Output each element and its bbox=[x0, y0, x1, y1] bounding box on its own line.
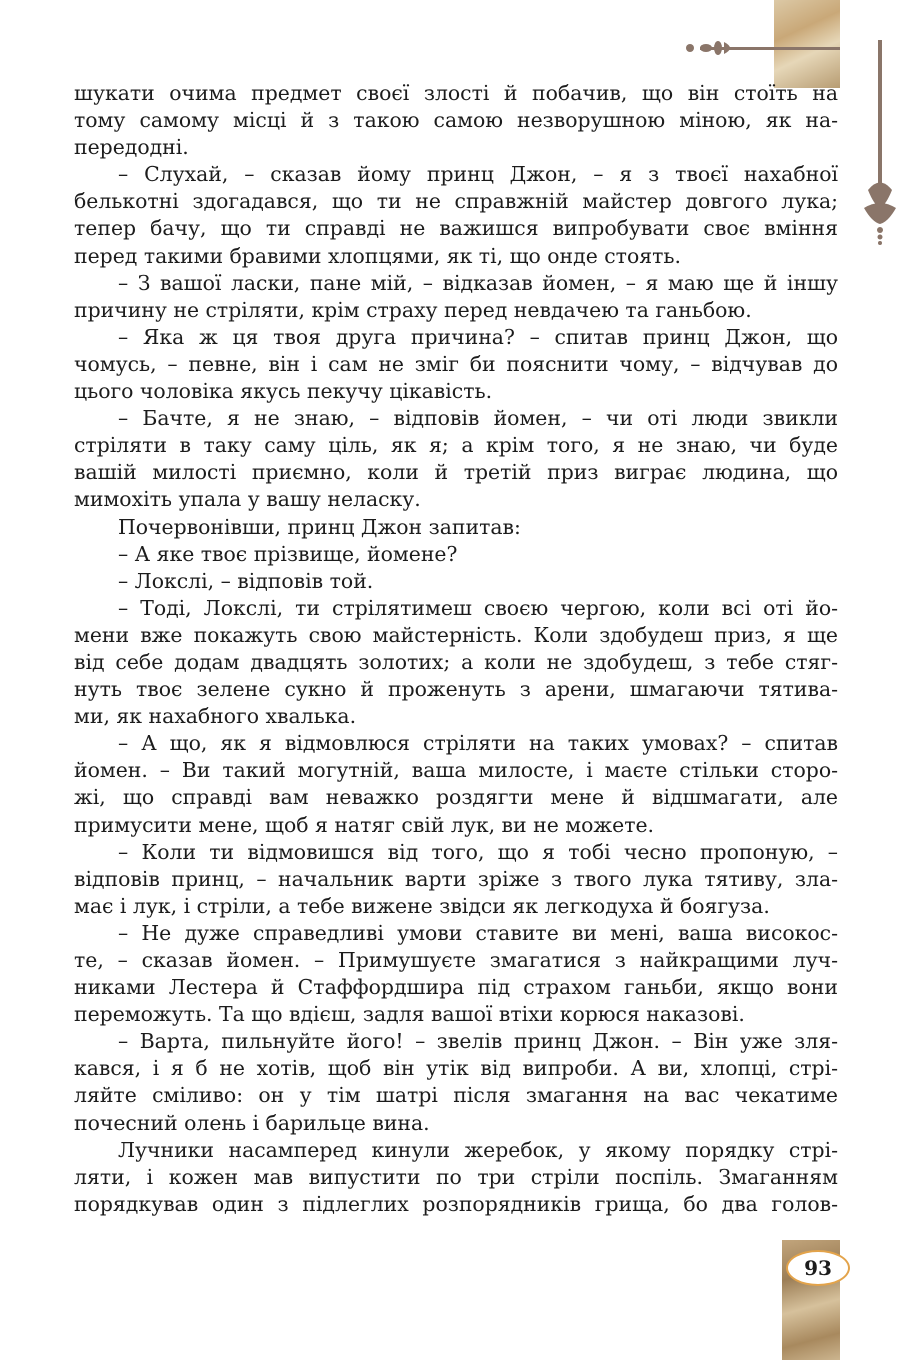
text-line: примусити мене, щоб я натяг свій лук, ви не можете. bbox=[74, 812, 655, 837]
text-line: вашій милості приємно, коли й третій приз виграє людина, що bbox=[74, 460, 838, 485]
text-line: – Слухай, – сказав йому принц Джон, – я з твоєї нахабної bbox=[118, 162, 838, 187]
text-line: цього чоловіка якусь пекучу цікавість. bbox=[74, 379, 493, 404]
text-line: причину не стріляти, крім страху перед невдачею та ганьбою. bbox=[74, 297, 752, 322]
text-line: жі, що справді вам неважко роздягти мене й відшмагати, але bbox=[74, 785, 838, 810]
text-line: тому самому місці й з такою самою незворушною міною, як на- bbox=[74, 108, 838, 133]
text-line: – Тоді, Локслі, ти стрілятимеш своєю чергою, коли всі оті йо- bbox=[118, 595, 838, 620]
text-line: передодні. bbox=[74, 135, 189, 160]
text-line: мени вже покажуть свою майстерність. Коли здобудеш приз, я ще bbox=[74, 622, 838, 647]
text-line: – З вашої ласки, пане мій, – відказав йомен, – я маю ще й іншу bbox=[118, 270, 838, 295]
text-line: – А що, як я відмовлюся стріляти на таких умовах? – спитав bbox=[118, 731, 838, 756]
text-line: відповів принц, – начальник варти зріже з твого лука тятиву, зла- bbox=[74, 866, 838, 891]
text-line: – Локслі, – відповів той. bbox=[118, 568, 374, 593]
text-line: белькотні здогадався, що ти не справжній майстер довгого лука; bbox=[74, 189, 838, 214]
text-line: тепер бачу, що ти справді не важишся випробувати своє вміння bbox=[74, 216, 838, 241]
text-line: – Бачте, я не знаю, – відповів йомен, – чи оті люди звикли bbox=[118, 406, 838, 431]
text-line: йомен. – Ви такий могутній, ваша милосте, і маєте стільки сторо- bbox=[74, 758, 838, 783]
text-line: Почервонівши, принц Джон запитав: bbox=[118, 514, 521, 539]
text-line: – А яке твоє прізвище, йомене? bbox=[118, 541, 458, 566]
page-number: 93 bbox=[786, 1250, 850, 1286]
text-line: – Варта, пильнуйте його! – звелів принц Джон. – Він уже зля- bbox=[118, 1029, 838, 1054]
text-line: стріляти в таку саму ціль, як я; а крім того, я не знаю, чи буде bbox=[74, 433, 838, 458]
decorative-stem-icon bbox=[858, 40, 908, 250]
text-line: має і лук, і стріли, а тебе вижене звідси як легкодуха й боягуза. bbox=[74, 893, 770, 918]
text-line: никами Лестера й Стаффордшира під страхом ганьби, якщо вони bbox=[74, 975, 838, 1000]
text-line: від себе додам двадцять золотих; а коли не здобудеш, з тебе стяг- bbox=[74, 649, 838, 674]
text-line: шукати очима предмет своєї злості й побачив, що він стоїть на bbox=[74, 81, 838, 105]
text-line: нуть твоє зелене сукно й проженуть з арени, шмагаючи тятива- bbox=[74, 677, 838, 702]
text-line: ляти, і кожен мав випустити по три стріли поспіль. Змаганням bbox=[74, 1164, 838, 1189]
text-line: те, – сказав йомен. – Примушуєте змагатися з найкращими луч- bbox=[74, 948, 838, 972]
text-line: переможуть. Та що вдієш, задля вашої втіхи корюся наказові. bbox=[74, 1002, 745, 1027]
text-line: Лучники насамперед кинули жеребок, у якому порядку стрі- bbox=[118, 1137, 838, 1162]
text-line: чомусь, – певне, він і сам не зміг би пояснити чому, – відчував до bbox=[74, 351, 838, 376]
text-line: порядкував один з підлеглих розпорядників грища, бо два голов- bbox=[74, 1191, 838, 1216]
text-line: мимохіть упала у вашу неласку. bbox=[74, 487, 421, 512]
text-line: – Яка ж ця твоя друга причина? – спитав принц Джон, що bbox=[118, 324, 838, 349]
text-line: – Не дуже справедливі умови ставите ви мені, ваша високос- bbox=[118, 920, 838, 945]
text-line: – Коли ти відмовишся від того, що я тобі чесно пропоную, – bbox=[118, 839, 838, 864]
text-line: перед такими бравими хлопцями, як ті, що онде стоять. bbox=[74, 243, 681, 268]
text-line: кався, і я б не хотів, щоб він утік від випроби. А ви, хлопці, стрі- bbox=[74, 1056, 838, 1081]
text-line: ми, як нахабного хвалька. bbox=[74, 704, 357, 729]
text-line: ляйте сміливо: он у тім шатрі після змагання на вас чекатиме bbox=[74, 1083, 838, 1108]
text-line: почесний олень і барильце вина. bbox=[74, 1110, 430, 1135]
body-text bbox=[74, 80, 838, 1218]
